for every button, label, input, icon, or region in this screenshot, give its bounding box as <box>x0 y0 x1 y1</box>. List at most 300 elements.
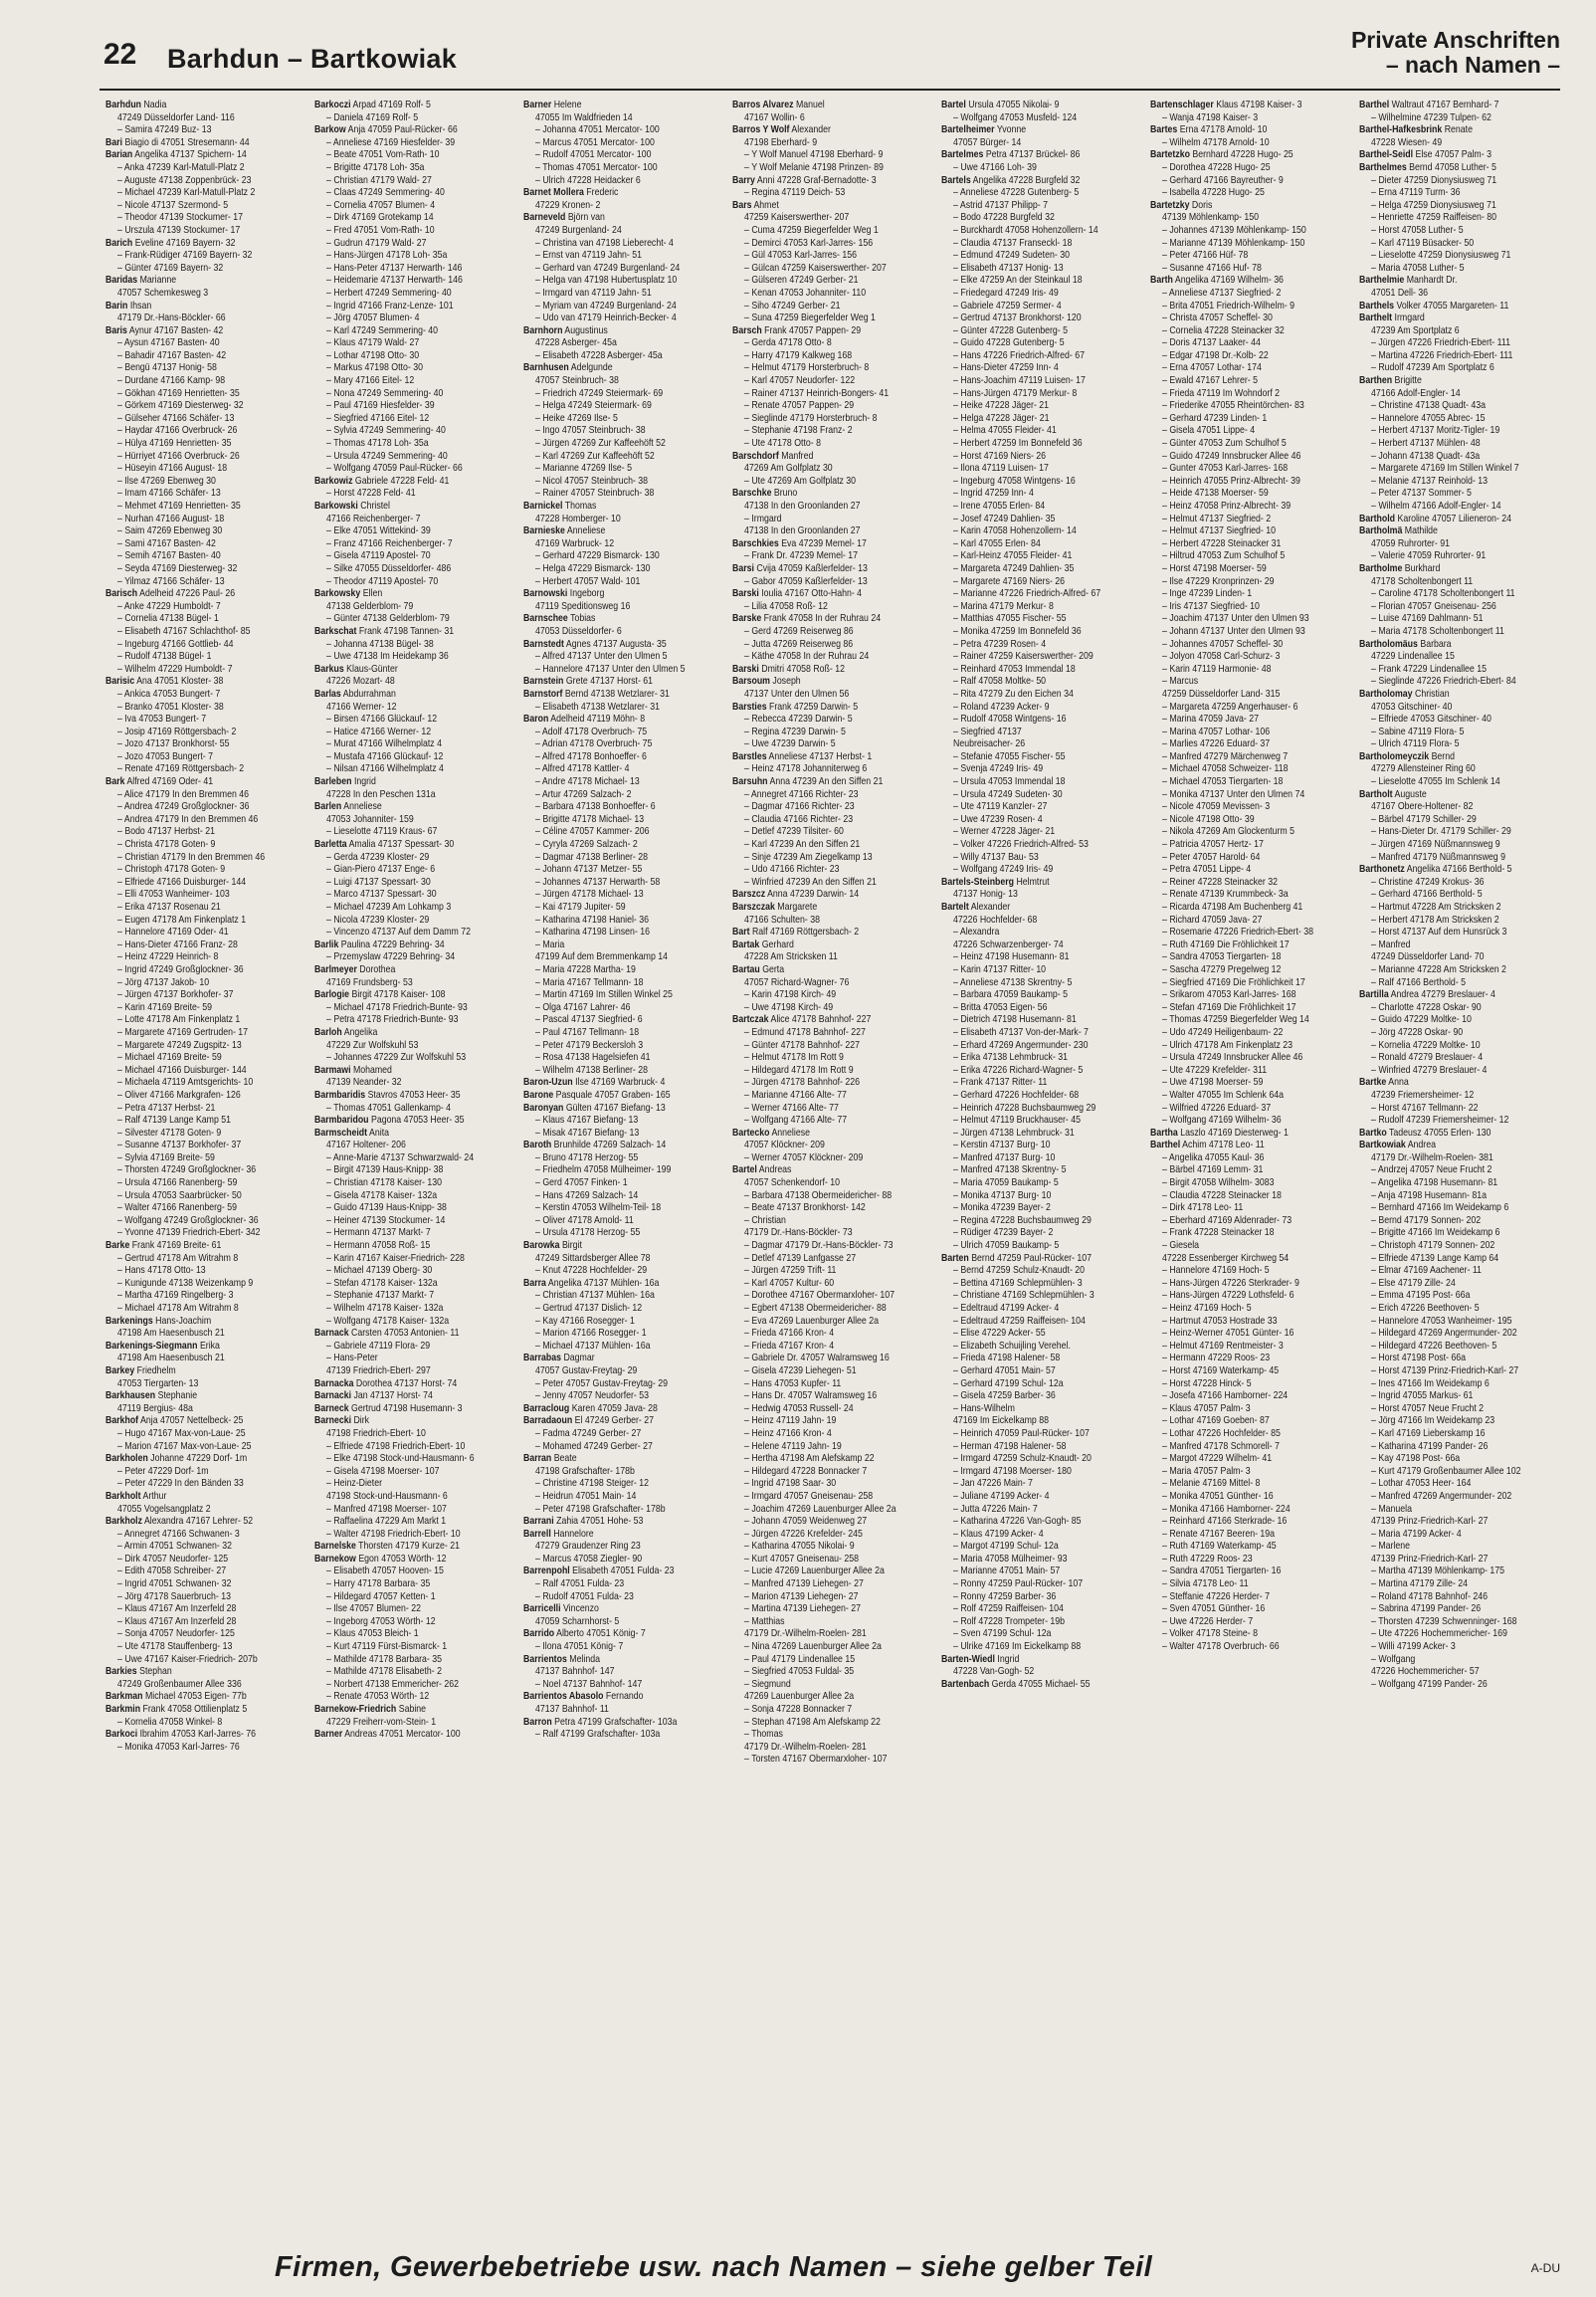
listing-sub-entry: – Elise 47229 Acker- 55 <box>953 1328 1046 1340</box>
listing-column-content <box>941 100 1142 1691</box>
listing-sub-entry: – Jörg 47057 Blumen- 4 <box>326 313 420 324</box>
listing-sub-entry: – Monika 47239 Bayer- 2 <box>953 1202 1051 1214</box>
listing-sub-entry: – Ursula 47053 Immendal 18 <box>953 776 1066 788</box>
listing-sub-entry: – Birsen 47166 Glückauf- 12 <box>326 714 438 726</box>
listing-sub-entry: – Irmgard <box>744 513 782 524</box>
listing-sub-entry: 47279 Graudenzer Ring 23 <box>535 1541 641 1553</box>
listing-sub-entry: – Hannelore 47169 Oder- 41 <box>117 927 229 939</box>
surname: Barkenings <box>105 1315 153 1327</box>
listing-sub-entry: – Ilona 47119 Luisen- 17 <box>953 463 1049 475</box>
listing-sub-entry: 47239 Friemersheimer- 12 <box>1371 1089 1475 1101</box>
entry-details: Egon 47053 Wörth- 12 <box>358 1553 447 1565</box>
listing-sub-entry: – Beate 47137 Bronkhorst- 142 <box>744 1202 866 1214</box>
listing-sub-entry: 47057 Richard-Wagner- 76 <box>744 976 850 988</box>
listing-sub-entry: – Gerhard 47229 Bismarck- 130 <box>535 550 660 562</box>
entry-details: Stephanie <box>157 1390 198 1402</box>
listing-entry <box>1359 563 1560 576</box>
listing-sub-entry: – Klaus 47053 Bleich- 1 <box>326 1628 419 1640</box>
listing-sub-entry: – Hans 47053 Kupfer- 11 <box>744 1377 842 1389</box>
listing-sub-entry: – Hüseyin 47166 August- 18 <box>117 463 228 475</box>
entry-details: Johanne 47229 Dorf- 1m <box>150 1453 248 1465</box>
listing-sub-entry: – Rolf 47259 Raiffeisen- 104 <box>953 1603 1064 1615</box>
listing-sub-entry: – Knut 47228 Hochfelder- 29 <box>535 1265 648 1277</box>
listing-sub-entry: – Ute 47269 Am Golfplatz 30 <box>744 475 857 487</box>
entry-details: Karoline 47057 Lilieneron- 24 <box>1397 513 1511 524</box>
listing-sub-entry: – Ines 47166 Im Weidekamp 6 <box>1371 1377 1490 1389</box>
listing-entry <box>1359 124 1560 137</box>
listing-sub-entry: 47053 Gitschiner- 40 <box>1371 701 1453 713</box>
listing-sub-entry: – Stefan 47169 Die Fröhlichkeit 17 <box>1162 1001 1297 1013</box>
surname: Baris <box>105 324 127 336</box>
listing-sub-entry: – Kerstin 47137 Burg- 10 <box>953 1140 1051 1151</box>
entry-details: Gerda 47055 Michael- 55 <box>991 1678 1091 1690</box>
listing-sub-entry: – Herbert 47137 Mühlen- 48 <box>1371 438 1481 450</box>
listing-sub-entry: 47053 Düsseldorfer- 6 <box>535 625 622 637</box>
surname: Barsoum <box>732 676 770 688</box>
listing-sub-entry: – Gertrud 47137 Bronkhorst- 120 <box>953 313 1082 324</box>
listing-sub-entry: – Edmund 47249 Sudeten- 30 <box>953 250 1070 262</box>
surname: Barnecki <box>314 1415 352 1427</box>
listing-sub-entry: – Sabine 47119 Flora- 5 <box>1371 726 1465 737</box>
listing-sub-entry: – Thorsten 47239 Schwenninger- 168 <box>1371 1615 1517 1627</box>
listing-sub-entry: – Heidrun 47051 Main- 14 <box>535 1490 637 1502</box>
surname: Barthels <box>1359 300 1395 312</box>
entry-details: Margarete <box>777 902 818 913</box>
section-heading-line-2: – nach Namen – <box>1385 52 1560 78</box>
listing-sub-entry: 47259 Kaiserswerther- 207 <box>744 212 850 224</box>
listing-sub-entry: – Hermann 47229 Roos- 23 <box>1162 1353 1271 1364</box>
listing-entry <box>105 1341 306 1354</box>
surname: Barmbaridis <box>314 1089 366 1101</box>
listing-sub-entry: – Rainer 47137 Heinrich-Bongers- 41 <box>744 387 890 399</box>
listing-sub-entry: – Thomas 47051 Gallenkamp- 4 <box>326 1102 452 1114</box>
listing-entry <box>105 776 306 789</box>
entry-details: Angelika 47228 Burgfeld 32 <box>972 174 1081 186</box>
listing-sub-entry: – Herbert 47228 Steinacker 31 <box>1162 537 1282 549</box>
listing-sub-entry: – Gerd 47057 Finken- 1 <box>535 1177 628 1189</box>
listing-sub-entry: – Dorothee 47167 Obermarxloher- 107 <box>744 1290 896 1302</box>
listing-sub-entry: – Regina 47239 Darwin- 5 <box>744 726 846 737</box>
listing-entry <box>523 613 724 626</box>
listing-entry <box>523 1103 724 1116</box>
entry-details: Ioulia 47167 Otto-Hahn- 4 <box>761 588 863 600</box>
listing-sub-entry: – Marcus <box>1162 676 1199 688</box>
listing-entry <box>314 626 515 639</box>
listing-sub-entry: – Karl 47119 Büsacker- 50 <box>1371 237 1475 249</box>
listing-sub-entry: – Elli 47053 Wanheimer- 103 <box>117 889 230 901</box>
listing-sub-entry: – Johann 47138 Quadt- 43a <box>1371 450 1481 462</box>
listing-sub-entry: – Charlotte 47228 Oskar- 90 <box>1371 1001 1482 1013</box>
entry-details: Abdurrahman <box>342 688 396 700</box>
listing-sub-entry: – Görkem 47169 Diesterweg- 32 <box>117 400 244 412</box>
listing-sub-entry: – Johann 47137 Metzer- 55 <box>535 864 643 876</box>
listing-entry <box>1359 275 1560 288</box>
listing-sub-entry: – Dagmar 47166 Richter- 23 <box>744 801 855 813</box>
entry-details: Frank 47198 Tannen- 31 <box>358 625 455 637</box>
listing-sub-entry: – Ingrid 47198 Saar- 30 <box>744 1478 837 1490</box>
listing-sub-entry: – Frieda 47198 Halener- 58 <box>953 1353 1061 1364</box>
listing-entry <box>523 639 724 652</box>
listing-entry <box>314 1541 515 1554</box>
listing-entry <box>1359 689 1560 702</box>
surname: Bartes <box>1150 124 1178 136</box>
listing-sub-entry: – Gisela 47259 Barber- 36 <box>953 1390 1056 1402</box>
listing-entry <box>941 877 1142 890</box>
listing-sub-entry: – Andrea 47179 In den Bremmen 46 <box>117 813 259 825</box>
listing-sub-entry: – Edgar 47198 Dr.-Kolb- 22 <box>1162 349 1269 361</box>
listing-sub-entry: – Gerhard 47166 Berthold- 5 <box>1371 889 1483 901</box>
listing-sub-entry: – Manfred 47138 Skrentny- 5 <box>953 1164 1067 1176</box>
listing-sub-entry: – Ruth 47229 Roos- 23 <box>1162 1553 1253 1565</box>
listing-sub-entry: – Gerda 47239 Kloster- 29 <box>326 851 430 863</box>
listing-sub-entry: – Sylvia 47249 Semmering- 40 <box>326 425 446 437</box>
listing-sub-entry: – Heinrich 47055 Prinz-Albrecht- 39 <box>1162 475 1300 487</box>
listing-entry <box>314 124 515 137</box>
surname: Barthelt <box>1359 313 1393 324</box>
listing-entry <box>523 714 724 727</box>
surname: Barkoczi <box>314 100 351 110</box>
listing-sub-entry: – Karin 47169 Breite- 59 <box>117 1001 213 1013</box>
listing-sub-entry: – Thomas 47178 Loh- 35a <box>326 438 429 450</box>
listing-sub-entry: – Barbara 47138 Bonhoeffer- 6 <box>535 801 656 813</box>
surname: Barlik <box>314 939 339 950</box>
entry-details: Erna 47178 Arnold- 10 <box>1179 124 1268 136</box>
listing-sub-entry: – Roland 47239 Acker- 9 <box>953 701 1050 713</box>
listing-sub-entry: – Ankica 47053 Bungert- 7 <box>117 688 221 700</box>
entry-details: Björn van <box>567 212 605 224</box>
entry-details: Adelheid 47119 Möhn- 8 <box>550 714 646 726</box>
entry-details: Bruno <box>773 488 798 500</box>
listing-sub-entry: – Peter 47166 Hüf- 78 <box>1162 250 1249 262</box>
listing-sub-entry: – Gabor 47059 Kaßlerfelder- 13 <box>744 575 868 587</box>
listing-sub-entry: – Elfriede 47139 Lange Kamp 64 <box>1371 1252 1499 1264</box>
listing-sub-entry: – Sieglinde 47226 Friedrich-Ebert- 84 <box>1371 676 1516 688</box>
listing-sub-entry: – Heinz-Dieter <box>326 1478 383 1490</box>
entry-details: Anneliese 47137 Herbst- 1 <box>768 750 873 762</box>
listing-sub-entry: 47166 Adolf-Engler- 14 <box>1371 387 1461 399</box>
listing-entry <box>105 1729 306 1742</box>
listing-sub-entry: – Marianne 47228 Am Stricksken 2 <box>1371 963 1506 975</box>
listing-sub-entry: – Ruth 47169 Die Fröhlichkeit 17 <box>1162 939 1290 950</box>
entry-details: Birgit <box>561 1240 582 1252</box>
listing-sub-entry: 47228 In den Peschen 131a <box>326 788 436 800</box>
listing-sub-entry: – Karl 47239 An den Siffen 21 <box>744 839 861 851</box>
listing-entry <box>314 989 515 1002</box>
surname: Barin <box>105 300 128 312</box>
listing-sub-entry: – Ulrich 47119 Flora- 5 <box>1371 738 1460 750</box>
listing-sub-entry: – Günter 47169 Bayern- 32 <box>117 262 224 274</box>
listing-entry <box>523 525 724 538</box>
listing-sub-entry: – Martha 47169 Ringelberg- 3 <box>117 1290 234 1302</box>
listing-sub-entry: – Andrzej 47057 Neue Frucht 2 <box>1371 1164 1493 1176</box>
listing-sub-entry: – Joachim 47269 Lauenburger Allee 2a <box>744 1503 897 1515</box>
listing-sub-entry: – Horst 47228 Feld- 41 <box>326 488 416 500</box>
entry-details: Frederic <box>586 187 619 199</box>
entry-details: Petra 47137 Brückel- 86 <box>985 149 1081 161</box>
listing-sub-entry: 47269 Lauenburger Allee 2a <box>744 1691 855 1703</box>
surname: Baronyan <box>523 1102 564 1114</box>
listing-sub-entry: – Renate 47139 Krummbeck- 3a <box>1162 889 1289 901</box>
entry-details: Stavros 47053 Heer- 35 <box>367 1089 461 1101</box>
entry-details: Bernd 47138 Wetzlarer- 31 <box>564 688 670 700</box>
surname: Bartelheimer <box>941 124 995 136</box>
surname: Barneck <box>314 1402 349 1414</box>
listing-sub-entry: – Maria 47228 Martha- 19 <box>535 963 636 975</box>
listing-sub-entry: – Thomas 47051 Mercator- 100 <box>535 161 658 173</box>
listing-sub-entry: – Sonja 47057 Neudorfer- 125 <box>117 1628 235 1640</box>
surname: Barradaoun <box>523 1415 573 1427</box>
listing-sub-entry: – Paul 47169 Hiesfelder- 39 <box>326 400 435 412</box>
listing-sub-entry: – Wilfried 47226 Eduard- 37 <box>1162 1102 1272 1114</box>
listing-sub-entry: – Manfred 47178 Schmorell- 7 <box>1162 1440 1280 1452</box>
listing-entry <box>1359 149 1560 162</box>
listing-sub-entry: – Ronny 47259 Paul-Rücker- 107 <box>953 1578 1084 1590</box>
listing-entry <box>314 1403 515 1416</box>
surname: Bartke <box>1359 1077 1387 1089</box>
listing-sub-entry: – Helmut 47137 Siegfried- 2 <box>1162 513 1272 524</box>
listing-sub-entry: – Ulrich 47059 Baukamp- 5 <box>953 1240 1060 1252</box>
listing-sub-entry: – Rolf 47228 Trompeter- 19b <box>953 1615 1066 1627</box>
listing-sub-entry: – Heidemarie 47137 Herwarth- 146 <box>326 275 463 287</box>
listing-sub-entry: – Irmgard van 47119 Jahn- 51 <box>535 287 652 299</box>
listing-sub-entry: 47139 Prinz-Friedrich-Karl- 27 <box>1371 1553 1489 1565</box>
listing-sub-entry: – Daniela 47169 Rolf- 5 <box>326 111 419 123</box>
listing-sub-entry: – Gisela 47051 Lippe- 4 <box>1162 425 1256 437</box>
listing-sub-entry: – Sascha 47279 Pregelweg 12 <box>1162 963 1282 975</box>
listing-sub-entry: – Hildegard 47178 Im Rott 9 <box>744 1064 854 1076</box>
listing-sub-entry: – Bengü 47137 Honig- 58 <box>117 362 217 374</box>
listing-sub-entry: – Hans-Peter <box>326 1353 378 1364</box>
page-header <box>0 0 1596 90</box>
listing-sub-entry: – Beate 47051 Vom-Rath- 10 <box>326 149 440 161</box>
listing-entry <box>105 1704 306 1717</box>
listing-sub-entry: – Rainer 47057 Steinbruch- 38 <box>535 488 655 500</box>
entry-details: Arpad 47169 Rolf- 5 <box>352 100 431 110</box>
listing-sub-entry: – Helmut 47137 Siegfried- 10 <box>1162 525 1277 537</box>
listing-sub-entry: – Wolfgang 47199 Pander- 26 <box>1371 1678 1488 1690</box>
listing-sub-entry: – Christian 47137 Mühlen- 16a <box>535 1290 655 1302</box>
listing-sub-entry: – Rita 47279 Zu den Eichen 34 <box>953 688 1074 700</box>
surname: Barmawi <box>314 1064 351 1076</box>
listing-entry <box>105 676 306 689</box>
listing-sub-entry: – Klaus 47199 Acker- 4 <box>953 1528 1044 1540</box>
listing-sub-entry: – Astrid 47137 Philipp- 7 <box>953 199 1049 211</box>
listing-sub-entry: – Heinrich 47228 Buchsbaumweg 29 <box>953 1102 1097 1114</box>
listing-entry <box>523 1090 724 1103</box>
listing-sub-entry: – Günter 47178 Bahnhof- 227 <box>744 1039 860 1051</box>
listing-entry <box>1359 514 1560 526</box>
listing-sub-entry: – Sinje 47239 Am Ziegelkamp 13 <box>744 851 873 863</box>
surname: Barrido <box>523 1628 555 1640</box>
surname: Barski <box>732 588 759 600</box>
listing-sub-entry: – Jürgen 47178 Michael- 13 <box>535 889 644 901</box>
listing-sub-entry: – Maria 47058 Luther- 5 <box>1371 262 1465 274</box>
listing-sub-entry: – Manfred 47279 Märchenweg 7 <box>1162 750 1289 762</box>
surname: Bartkowiak <box>1359 1140 1406 1151</box>
entry-details: Gertrud 47198 Husemann- 3 <box>351 1402 463 1414</box>
listing-sub-entry: – Irmgard 47057 Gneisenau- 258 <box>744 1490 874 1502</box>
entry-details: Karen 47059 Java- 28 <box>571 1402 658 1414</box>
listing-entry <box>1359 751 1560 764</box>
listing-sub-entry: – Horst 47057 Neue Frucht 2 <box>1371 1402 1485 1414</box>
listing-sub-entry: – Manfred 47198 Moerser- 107 <box>326 1503 447 1515</box>
listing-sub-entry: 47269 Am Golfplatz 30 <box>744 463 833 475</box>
entry-details: Yvonne <box>996 124 1027 136</box>
listing-sub-entry: – Jozo 47053 Bungert- 7 <box>117 750 213 762</box>
surname: Barkoci <box>105 1729 138 1741</box>
listing-sub-entry: – Klaus 47057 Palm- 3 <box>1162 1402 1251 1414</box>
surname: Barnacki <box>314 1390 352 1402</box>
listing-column <box>732 100 933 2239</box>
listing-sub-entry: – Birgit 47058 Wilhelm- 3083 <box>1162 1177 1275 1189</box>
listing-sub-entry: – Jolyon 47058 Carl-Schurz- 3 <box>1162 651 1281 663</box>
listing-sub-entry: – Gabriele 47259 Sermer- 4 <box>953 300 1062 312</box>
listing-sub-entry: – Nina 47269 Lauenburger Allee 2a <box>744 1641 882 1653</box>
listing-sub-entry: – Horst 47058 Luther- 5 <box>1371 224 1464 236</box>
entry-details: Birgit 47178 Kaiser- 108 <box>351 989 446 1001</box>
listing-sub-entry: – Elfriede 47166 Duisburger- 144 <box>117 876 247 888</box>
entry-details: Dirk <box>353 1415 370 1427</box>
listing-sub-entry: – Gerhard 47051 Main- 57 <box>953 1364 1056 1376</box>
listing-sub-entry: – Hannelore 47169 Hoch- 5 <box>1162 1265 1270 1277</box>
surname: Bartels <box>941 174 971 186</box>
listing-sub-entry: – Uwe 47167 Kaiser-Friedrich- 207b <box>117 1653 258 1665</box>
listing-sub-entry: – Melanie 47137 Reinhold- 13 <box>1371 475 1488 487</box>
surname: Bartak <box>732 939 760 950</box>
surname: Barten-Wiedl <box>941 1653 995 1665</box>
listing-entry <box>105 100 306 112</box>
surname: Barstles <box>732 750 767 762</box>
listing-sub-entry: – Thomas 47259 Biegerfelder Weg 14 <box>1162 1014 1309 1026</box>
listing-sub-entry: – Ralf 47199 Grafschafter- 103a <box>535 1729 661 1741</box>
listing-sub-entry: – Karl 47169 Lieberskamp 16 <box>1371 1427 1486 1439</box>
listing-column <box>1150 100 1351 2239</box>
entry-details: Anneliese <box>343 801 382 813</box>
surname: Barlmeyer <box>314 963 357 975</box>
listing-column-content <box>1359 100 1560 1691</box>
listing-sub-entry: – Giesela <box>1162 1240 1200 1252</box>
listing-sub-entry: – Mathilde 47178 Barbara- 35 <box>326 1653 442 1665</box>
listing-sub-entry: 47226 Hochfelder- 68 <box>953 914 1038 926</box>
listing-sub-entry: – Günter 47053 Zum Schulhof 5 <box>1162 438 1287 450</box>
entry-details: Brigitte <box>1394 375 1422 387</box>
listing-entry <box>523 1453 724 1466</box>
listing-sub-entry: – Kurt 47057 Gneisenau- 258 <box>744 1553 859 1565</box>
surname: Barros Y Wolf <box>732 124 790 136</box>
surname: Barowka <box>523 1240 560 1252</box>
listing-entry <box>732 100 933 112</box>
listing-sub-entry: – Maria 47058 Mülheimer- 93 <box>953 1553 1068 1565</box>
entry-details: Nadia <box>143 100 167 110</box>
listing-entry <box>523 100 724 112</box>
listing-sub-entry: – Gisela 47178 Kaiser- 132a <box>326 1189 438 1201</box>
surname: Barthelmes <box>1359 161 1407 173</box>
listing-sub-entry: – Monika 47051 Günther- 16 <box>1162 1490 1274 1502</box>
listing-sub-entry: – Marina 47179 Merkur- 8 <box>953 600 1054 612</box>
listing-sub-entry: – Wolfgang 47249 Großglockner- 36 <box>117 1214 259 1226</box>
listing-entry <box>732 776 933 789</box>
listing-sub-entry: – Lieselotte 47119 Kraus- 67 <box>326 826 438 838</box>
listing-sub-entry: – Isabella 47228 Hugo- 25 <box>1162 187 1265 199</box>
listing-sub-entry: – Angelika 47055 Kaul- 36 <box>1162 1151 1265 1163</box>
listing-entry <box>105 137 306 150</box>
listing-sub-entry: – Vincenzo 47137 Auf dem Damm 72 <box>326 927 472 939</box>
listing-sub-entry: – Heinz 47169 Hoch- 5 <box>1162 1303 1252 1314</box>
listing-sub-entry: – Rudolf 47239 Am Sportplatz 6 <box>1371 362 1495 374</box>
surname: Baridas <box>105 275 138 287</box>
listing-sub-entry: – Katharina 47198 Haniel- 36 <box>535 914 650 926</box>
listing-sub-entry: 47057 Gustav-Freytag- 29 <box>535 1364 638 1376</box>
surname: Baron <box>523 714 549 726</box>
listing-sub-entry: – Gerd 47269 Reiserweg 86 <box>744 625 854 637</box>
listing-sub-entry: – Willi 47199 Acker- 3 <box>1371 1641 1456 1653</box>
listing-sub-entry: – Günter 47138 Gelderblom- 79 <box>326 613 450 625</box>
listing-sub-entry: – Uwe 47239 Rosen- 4 <box>953 813 1043 825</box>
surname: Bartholmä <box>1359 525 1403 537</box>
surname: Barnhusen <box>523 362 569 374</box>
listing-sub-entry: – Michael 47178 Friedrich-Bunte- 93 <box>326 1001 468 1013</box>
listing-sub-entry: – Elisabeth 47137 Honig- 13 <box>953 262 1064 274</box>
listing-sub-entry: – Nikola 47269 Am Glockenturm 5 <box>1162 826 1295 838</box>
listing-sub-entry: – Hildegard 47057 Ketten- 1 <box>326 1590 436 1602</box>
listing-sub-entry: – Egbert 47138 Obermeidericher- 88 <box>744 1303 887 1314</box>
listing-sub-entry: – Stefan 47178 Kaiser- 132a <box>326 1277 438 1289</box>
surname: Barkowsky <box>314 588 361 600</box>
listing-sub-entry: – Brigitte 47178 Michael- 13 <box>535 813 645 825</box>
surname: Barra <box>523 1277 546 1289</box>
listing-sub-entry: – Dagmar 47179 Dr.-Hans-Böckler- 73 <box>744 1240 894 1252</box>
entry-details: Alexander <box>791 124 831 136</box>
entry-details: Augustinus <box>564 324 608 336</box>
listing-entry <box>732 124 933 137</box>
listing-sub-entry: – Hans-Peter 47137 Herwarth- 146 <box>326 262 463 274</box>
listing-sub-entry: 47057 Steinbruch- 38 <box>535 375 619 387</box>
listing-entry <box>732 200 933 213</box>
entry-details: Renate <box>1444 124 1473 136</box>
listing-sub-entry: – Horst 47198 Moerser- 59 <box>1162 562 1267 574</box>
listing-sub-entry: – Christian 47179 Wald- 27 <box>326 174 432 186</box>
listing-sub-entry: – Klaus 47167 Am Inzerfeld 28 <box>117 1603 237 1615</box>
listing-entry <box>105 325 306 338</box>
listing-sub-entry: – Ulrich 47178 Am Finkenplatz 23 <box>1162 1039 1294 1051</box>
listing-sub-entry: 47228 Van-Gogh- 52 <box>953 1666 1035 1678</box>
surname: Barnstorf <box>523 688 563 700</box>
listing-column-content <box>105 100 306 1754</box>
listing-sub-entry: – Murat 47166 Wilhelmplatz 4 <box>326 738 442 750</box>
listing-sub-entry: – Franz 47166 Reichenberger- 7 <box>326 537 453 549</box>
surname: Barros Alvarez <box>732 100 794 110</box>
listing-sub-entry: – Christine 47138 Quadt- 43a <box>1371 400 1486 412</box>
listing-sub-entry: – Monika 47137 Burg- 10 <box>953 1189 1052 1201</box>
entry-details: Aynur 47167 Basten- 42 <box>128 324 224 336</box>
entry-details: Michael 47053 Eigen- 77b <box>144 1691 247 1703</box>
listing-column-content <box>1150 100 1351 1654</box>
listing-sub-entry: – Anne-Marie 47137 Schwarzwald- 24 <box>326 1151 475 1163</box>
entry-details: Ihsan <box>129 300 152 312</box>
listing-entry <box>732 702 933 715</box>
entry-details: Ursula 47055 Nikolai- 9 <box>968 100 1060 110</box>
listing-sub-entry: – Jörg 47137 Jakob- 10 <box>117 976 210 988</box>
listing-sub-entry: – Dagmar 47138 Berliner- 28 <box>535 851 649 863</box>
listing-sub-entry: – Kay 47198 Post- 66a <box>1371 1453 1461 1465</box>
listing-sub-entry: – Susanne 47166 Huf- 78 <box>1162 262 1262 274</box>
listing-sub-entry: 47179 Dr.-Hans-Böckler- 66 <box>117 313 226 324</box>
listing-sub-entry: – Elisabeth 47228 Asberger- 45a <box>535 349 663 361</box>
listing-sub-entry: – Bruno 47178 Herzog- 55 <box>535 1151 639 1163</box>
listing-sub-entry: 47139 Neander- 32 <box>326 1077 402 1089</box>
listing-entry <box>1359 1077 1560 1090</box>
listing-sub-entry: – Mehmet 47169 Henrietten- 35 <box>117 501 241 512</box>
